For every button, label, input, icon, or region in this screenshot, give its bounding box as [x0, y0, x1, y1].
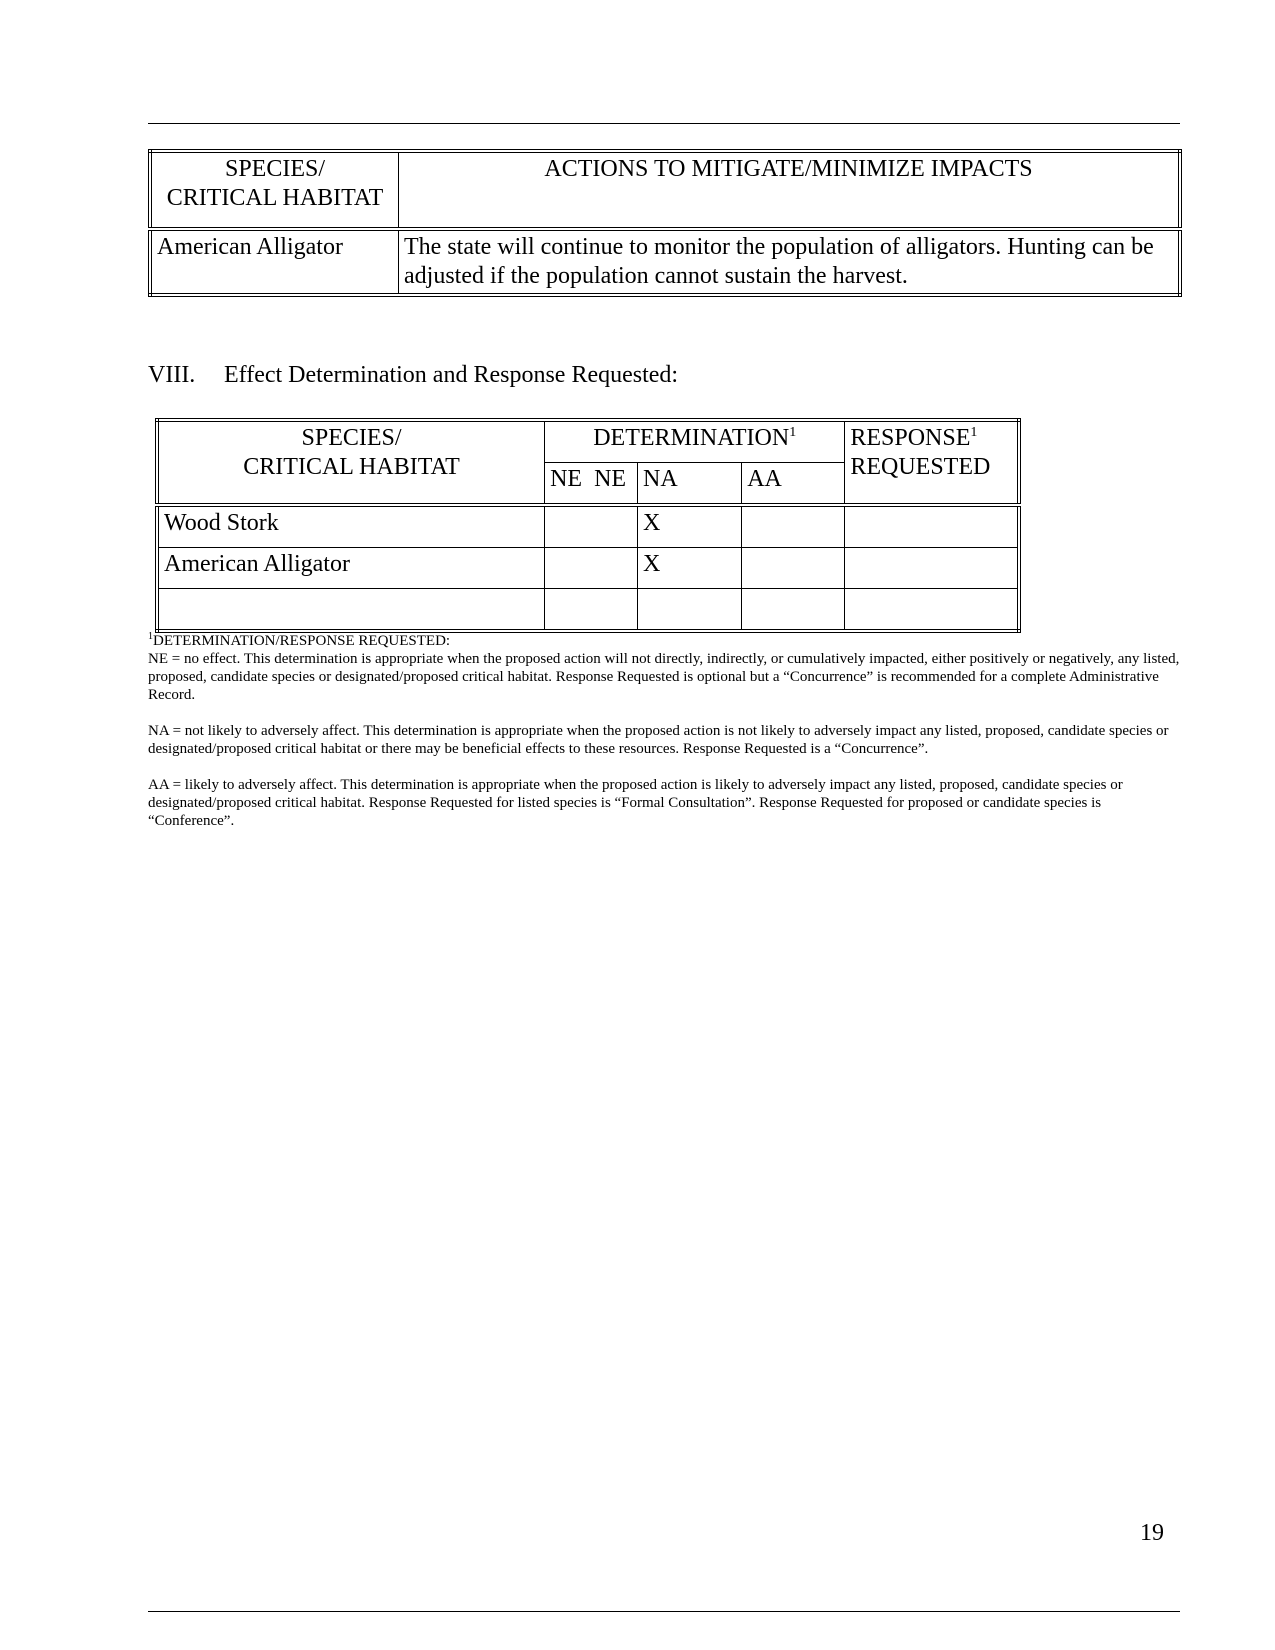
table-row: [157, 548, 1019, 589]
footnote-mark: 1: [789, 425, 797, 440]
species-cell: Wood Stork: [157, 505, 545, 548]
action-cell: The state will continue to monitor the population of alligators. Hunting can be adjusted if the population cannot sustain the harvest.: [399, 229, 1181, 295]
mitigation-table: [148, 149, 1182, 297]
table-row: [150, 229, 1180, 295]
header-rule: [148, 123, 1180, 124]
footnote-ne: NE = no effect. This determination is appropriate when the proposed action will not directly, indirectly, or cumulatively impacted, either positively or negatively, any listed, proposed, candidate species or designated/proposed critical habitat. Response Requested is optional but a “Concurrence” is recommended for a complete Administrative Record.: [148, 651, 1180, 703]
na-cell: X: [638, 548, 742, 589]
subheader-ne: NE NE: [545, 463, 638, 506]
mitigation-table-header: [150, 151, 1180, 229]
table-row: [157, 505, 1019, 548]
header-response: RESPONSE$^1$ REQUESTED: [845, 420, 1019, 505]
footer-rule: [148, 1611, 1180, 1612]
footnotes: [148, 632, 1184, 848]
table-row: [157, 589, 1019, 632]
page-number: 19: [1140, 1520, 1164, 1546]
section-number: VIII.: [148, 362, 196, 388]
footnote-heading: $^1$DETERMINATION/RESPONSE REQUESTED:: [148, 631, 451, 649]
header-species: SPECIES/ CRITICAL HABITAT: [150, 151, 399, 229]
determination-table-header: [157, 420, 1019, 463]
footnote-na: NA = not likely to adversely affect. This determination is appropriate when the proposed action is not likely to adversely impact any listed, proposed, candidate species or designated/proposed critical habitat or there may be beneficial effects to these resources. Response Requested is a “Concurrence”.: [148, 723, 1169, 757]
na-cell: X: [638, 505, 742, 548]
section-heading: [148, 360, 678, 390]
footnote-aa: AA = likely to adversely affect. This determination is appropriate when the proposed action is likely to adversely impact any listed, proposed, candidate species or designated/proposed critical habitat. Response Requested for listed species is “Formal Consultation”. Response Requested for proposed or candidate species is “Conference”.: [148, 777, 1123, 829]
ne-cell: [545, 505, 638, 548]
ne-cell: [545, 548, 638, 589]
response-cell: [845, 505, 1019, 548]
subheader-aa: AA: [742, 463, 845, 506]
aa-cell: [742, 505, 845, 548]
footnote-mark: 1: [148, 631, 153, 642]
species-cell: American Alligator: [157, 548, 545, 589]
footnote-mark: 1: [970, 425, 978, 440]
aa-cell: [742, 589, 845, 632]
species-cell: [157, 589, 545, 632]
response-cell: [845, 548, 1019, 589]
species-cell: American Alligator: [150, 229, 399, 295]
header-actions: ACTIONS TO MITIGATE/MINIMIZE IMPACTS: [399, 151, 1181, 229]
aa-cell: [742, 548, 845, 589]
subheader-na: NA: [638, 463, 742, 506]
section-title: Effect Determination and Response Requested:: [224, 362, 679, 388]
response-cell: [845, 589, 1019, 632]
ne-cell: [545, 589, 638, 632]
header-species: SPECIES/ CRITICAL HABITAT: [157, 420, 545, 505]
determination-table: [155, 418, 1021, 633]
na-cell: [638, 589, 742, 632]
header-determination: DETERMINATION$^1$: [545, 420, 845, 463]
